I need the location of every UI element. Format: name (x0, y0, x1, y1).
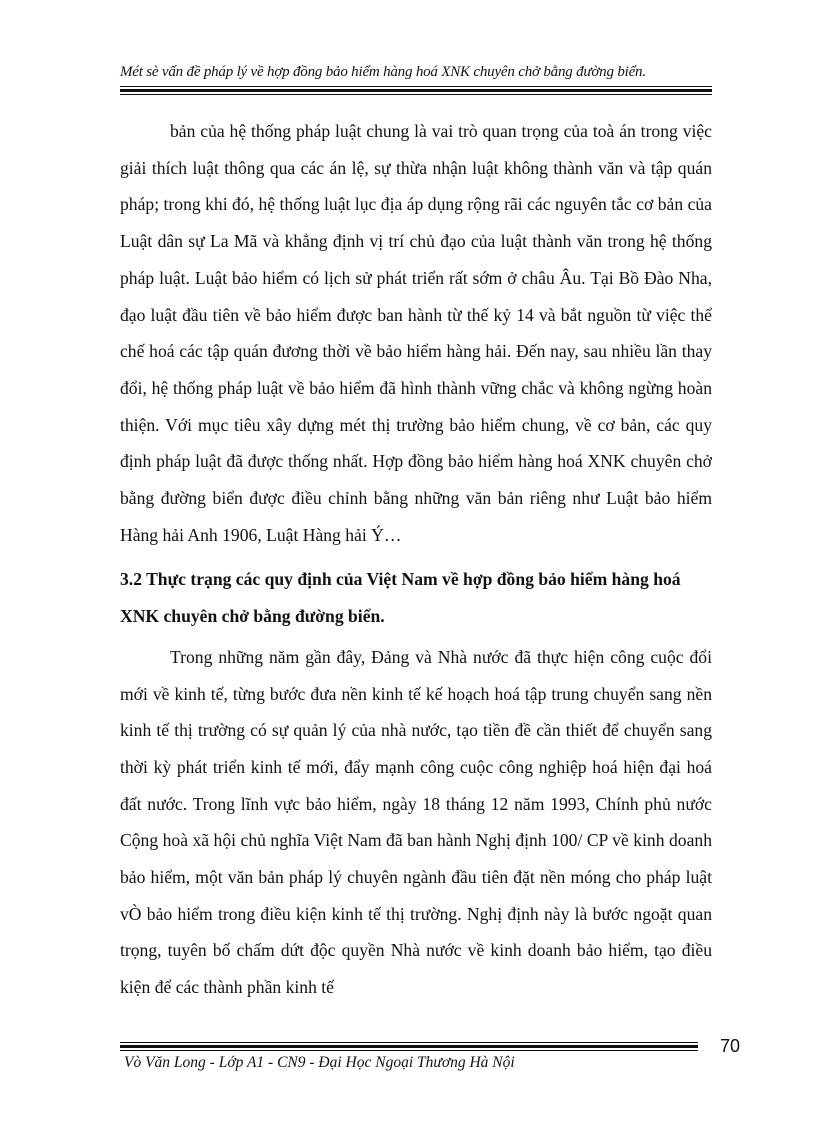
header-rule-thick (120, 89, 712, 92)
section-heading: 3.2 Thực trạng các quy định của Việt Nam về hợp đồng bảo hiểm hàng hoá XNK chuyên chở bằng đường biển. (120, 569, 681, 627)
page-content (120, 113, 712, 1006)
running-header: Mét sè vấn đề pháp lý về hợp đồng bảo hiểm hàng hoá XNK chuyên chở bằng đường biển. (120, 64, 646, 80)
header-rule-thin-top (120, 86, 712, 87)
page-number: 70 (720, 1036, 741, 1056)
header-rule-thin-bottom (120, 94, 712, 95)
footer-rule-thin-top (120, 1042, 698, 1043)
footer-rule-thin-bottom (120, 1050, 698, 1051)
running-footer: Vò Văn Long - Lớp A1 - CN9 - Đại Học Ngoại Thương Hà Nội (124, 1054, 515, 1071)
body-paragraph-1: bản của hệ thống pháp luật chung là vai trò quan trọng của toà án trong việc giải thích luật thông qua các án lệ, sự thừa nhận luật không thành văn và tập quán pháp; trong khi đó, hệ thống luật lục địa áp dụng rộng rãi các nguyên tắc cơ bản của Luật dân sự La Mã và khẳng định vị trí chủ đạo của luật thành văn trong hệ thống pháp luật. Luật bảo hiểm có lịch sử phát triển rất sớm ở châu Âu. Tại Bồ Đào Nha, đạo luật đầu tiên về bảo hiểm được ban hành từ thế kỷ 14 và bắt nguồn từ việc thể chế hoá các tập quán đương thời về bảo hiểm hàng hải. Đến nay, sau nhiều lần thay đổi, hệ thống pháp luật về bảo hiểm đã hình thành vững chắc và không ngừng hoàn thiện. Với mục tiêu xây dựng mét thị trường bảo hiểm chung, về cơ bản, các quy định pháp luật đã được thống nhất. Hợp đồng bảo hiểm hàng hoá XNK chuyên chở bằng đường biển được điều chỉnh bằng những văn bản riêng như Luật bảo hiểm Hàng hải Anh 1906, Luật Hàng hải Ý… (120, 121, 712, 545)
body-paragraph-2: Trong những năm gần đây, Đảng và Nhà nước đã thực hiện công cuộc đổi mới về kinh tế, từng bước đưa nền kinh tế kế hoạch hoá tập trung chuyển sang nền kinh tế thị trường có sự quản lý của nhà nước, tạo tiền đề cần thiết để chuyển sang thời kỳ phát triển kinh tế mới, đẩy mạnh công cuộc công nghiệp hoá hiện đại hoá đất nước. Trong lĩnh vực bảo hiểm, ngày 18 tháng 12 năm 1993, Chính phủ nước Cộng hoà xã hội chủ nghĩa Việt Nam đã ban hành Nghị định 100/ CP về kinh doanh bảo hiểm, một văn bản pháp lý chuyên ngành đầu tiên đặt nền móng cho pháp luật vÒ bảo hiểm trong điều kiện kinh tế thị trường. Nghị định này là bước ngoặt quan trọng, tuyên bố chấm dứt độc quyền Nhà nước về kinh doanh bảo hiểm, tạo điều kiện để các thành phần kinh tế (120, 646, 712, 998)
footer-rule-thick (120, 1045, 698, 1048)
